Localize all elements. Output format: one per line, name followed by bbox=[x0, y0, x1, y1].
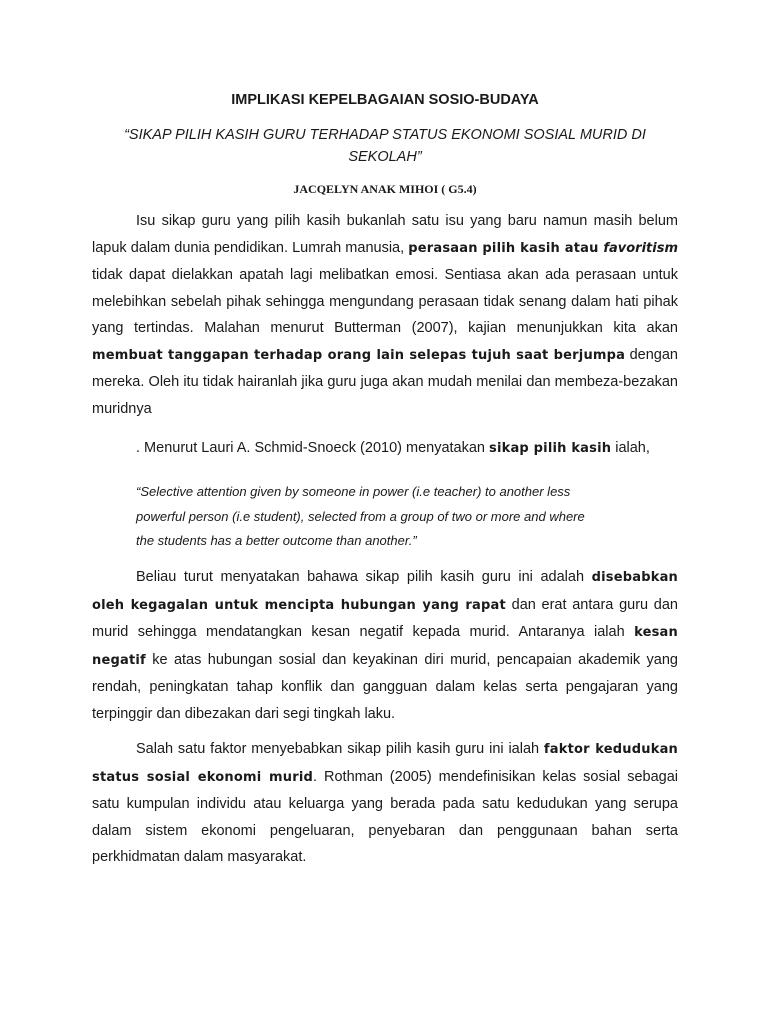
quote-intro-text-1: . Menurut Lauri A. Schmid-Snoeck (2010) menyatakan bbox=[136, 440, 490, 456]
paragraph-1-text-3: dengan mereka. Oleh itu tidak hairanlah jika guru juga akan mudah menilai dan membeza-bezakan muridnya bbox=[92, 346, 678, 417]
author-line: JACQELYN ANAK MIHOI ( G5.4) bbox=[293, 182, 477, 196]
block-quote bbox=[136, 480, 636, 554]
quote-line-2: powerful person (i.e student), selected from a group of two or more and where bbox=[136, 508, 585, 524]
quote-intro bbox=[136, 440, 650, 456]
paragraph-1-text-1: Isu sikap guru yang pilih kasih bukanlah satu isu yang baru namun masih belum lapuk dalam dunia pendidikan. Lumrah manusia, bbox=[92, 213, 678, 256]
paragraph-1-text-2: tidak dapat dielakkan apatah lagi melibatkan emosi. Sentiasa akan ada perasaan untuk melebihkan sebelah pihak sehingga mengundang perasaan tidak senang dalam hati pihak yang tertindas. Malahan menurut Butterman (2007), kajian menunjukkan kita akan bbox=[92, 267, 678, 336]
paragraph-3-text-2: . Rothman (2005) mendefinisikan kelas sosial sebagai satu kumpulan individu atau keluarga yang berada pada satu kedudukan yang serupa dalam sistem ekonomi pengeluaran, penyebaran dan penggunaan bahan serta perkhidmatan dalam masyarakat. bbox=[92, 768, 678, 865]
paragraph-1-bold-1: perasaan pilih kasih atau bbox=[408, 240, 604, 256]
paragraph-2-bold-2: kesan negatif bbox=[92, 625, 678, 668]
document-title: IMPLIKASI KEPELBAGAIAN SOSIO-BUDAYA bbox=[231, 92, 539, 108]
quote-intro-bold: sikap pilih kasih bbox=[489, 441, 612, 456]
paragraph-3 bbox=[92, 736, 678, 871]
quote-line-1: “Selective attention given by someone in power (i.e teacher) to another less bbox=[136, 484, 571, 499]
document-subtitle: “SIKAP PILIH KASIH GURU TERHADAP STATUS EKONOMI SOSIAL MURID DI SEKOLAH” bbox=[124, 127, 646, 165]
paragraph-1 bbox=[92, 208, 678, 422]
paragraph-1-bold-italic-1: favoritism bbox=[603, 240, 678, 256]
paragraph-2-text-3: ke atas hubungan sosial dan keyakinan diri murid, pencapaian akademik yang rendah, peningkatan tahap konflik dan gangguan dalam kelas serta pengajaran yang terpinggir dan dibezakan dari segi tingkah laku. bbox=[92, 651, 678, 722]
paragraph-3-text-1: Salah satu faktor menyebabkan sikap pilih kasih guru ini ialah bbox=[136, 741, 544, 757]
paragraph-2 bbox=[92, 564, 678, 727]
quote-line-3: the students has a better outcome than another.” bbox=[136, 533, 417, 548]
paragraph-3-bold-1: faktor kedudukan status sosial ekonomi murid bbox=[92, 742, 678, 785]
quote-intro-text-2: ialah, bbox=[611, 440, 650, 456]
paragraph-1-bold-2: membuat tanggapan terhadap orang lain selepas tujuh saat berjumpa bbox=[92, 347, 626, 363]
paragraph-2-bold-1: disebabkan oleh kegagalan untuk mencipta hubungan yang rapat bbox=[92, 570, 678, 613]
paragraph-2-text-2: dan erat antara guru dan murid sehingga mendatangkan kesan negatif kepada murid. Antaranya ialah bbox=[92, 596, 678, 640]
paragraph-2-text-1: Beliau turut menyatakan bahawa sikap pilih kasih guru ini adalah bbox=[136, 569, 592, 585]
